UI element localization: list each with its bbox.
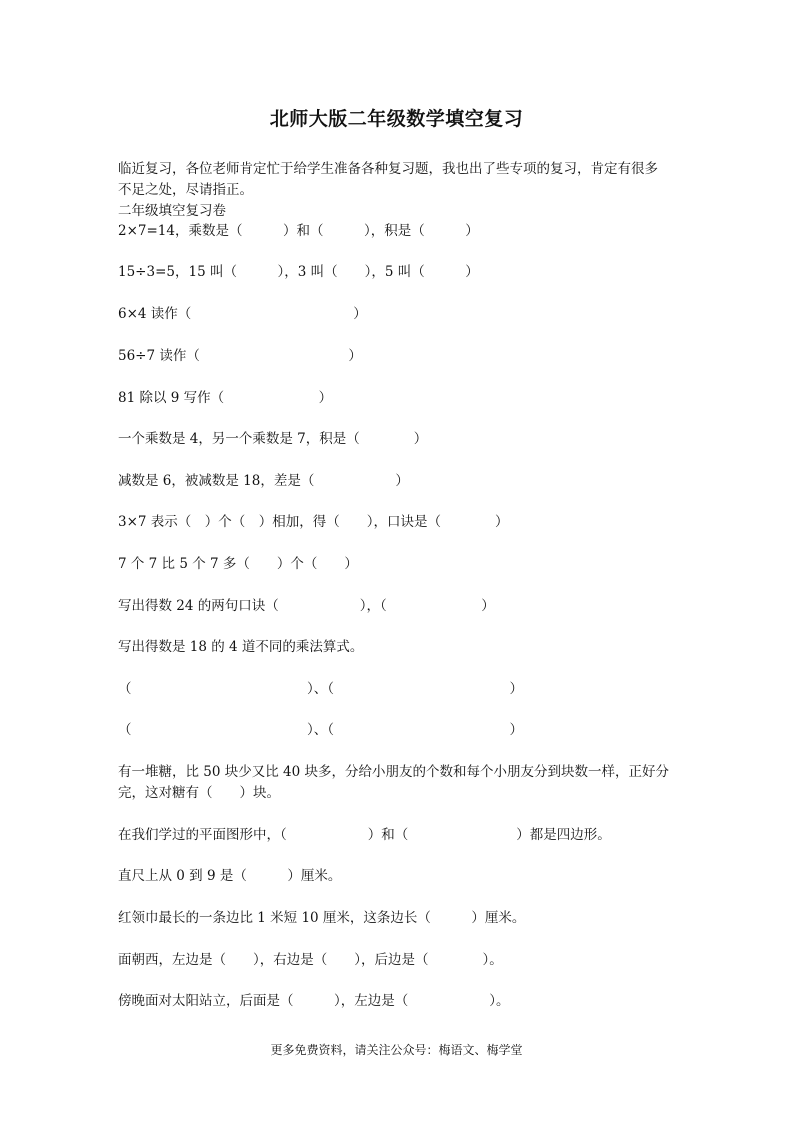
question-6: 一个乘数是 4，另一个乘数是 7，积是（ ）	[118, 431, 428, 447]
question-4: 56÷7 读作（ ）	[118, 348, 362, 364]
intro-line-2: 不足之处，尽请指正。	[118, 182, 253, 198]
question-10: 写出得数 24 的两句口诀（ ），（ ）	[118, 598, 495, 614]
question-12-line-2: 完，这对糖有（ ）块。	[118, 785, 280, 801]
question-13: 在我们学过的平面图形中，（ ）和（ ）都是四边形。	[118, 827, 611, 843]
question-7: 减数是 6，被减数是 18，差是（ ）	[118, 473, 409, 489]
question-17: 傍晚面对太阳站立，后面是（ ），左边是（ ）。	[118, 993, 510, 1009]
intro-line-1: 临近复习，各位老师肯定忙于给学生准备各种复习题，我也出了些专项的复习，肯定有很多	[118, 161, 658, 177]
document-title: 北师大版二年级数学填空复习	[269, 108, 524, 130]
question-5: 81 除以 9 写作（ ）	[118, 390, 333, 406]
answer-row-1: （ ）、（ ）	[118, 681, 523, 697]
page-footer: 更多免费资料，请关注公众号：梅语文、梅学堂	[270, 1043, 523, 1057]
question-9: 7 个 7 比 5 个 7 多（ ）个（ ）	[118, 556, 358, 572]
answer-row-2: （ ）、（ ）	[118, 722, 523, 738]
question-12-line-1: 有一堆糖，比 50 块少又比 40 块多，分给小朋友的个数和每个小朋友分到块数一样，正好分	[118, 764, 670, 780]
question-15: 红领巾最长的一条边比 1 米短 10 厘米，这条边长（ ）厘米。	[118, 910, 526, 926]
question-8: 3×7 表示（ ）个（ ）相加，得（ ），口诀是（ ）	[118, 514, 509, 530]
question-16: 面朝西，左边是（ ），右边是（ ），后边是（ ）。	[118, 952, 503, 968]
worksheet-subtitle: 二年级填空复习卷	[118, 203, 226, 219]
question-2: 15÷3=5，15 叫（ ），3 叫（ ），5 叫（ ）	[118, 264, 479, 280]
question-3: 6×4 读作（ ）	[118, 306, 367, 322]
question-11: 写出得数是 18 的 4 道不同的乘法算式。	[118, 639, 364, 655]
question-1: 2×7=14，乘数是（ ）和（ ），积是（ ）	[118, 223, 479, 239]
question-14: 直尺上从 0 到 9 是（ ）厘米。	[118, 868, 342, 884]
